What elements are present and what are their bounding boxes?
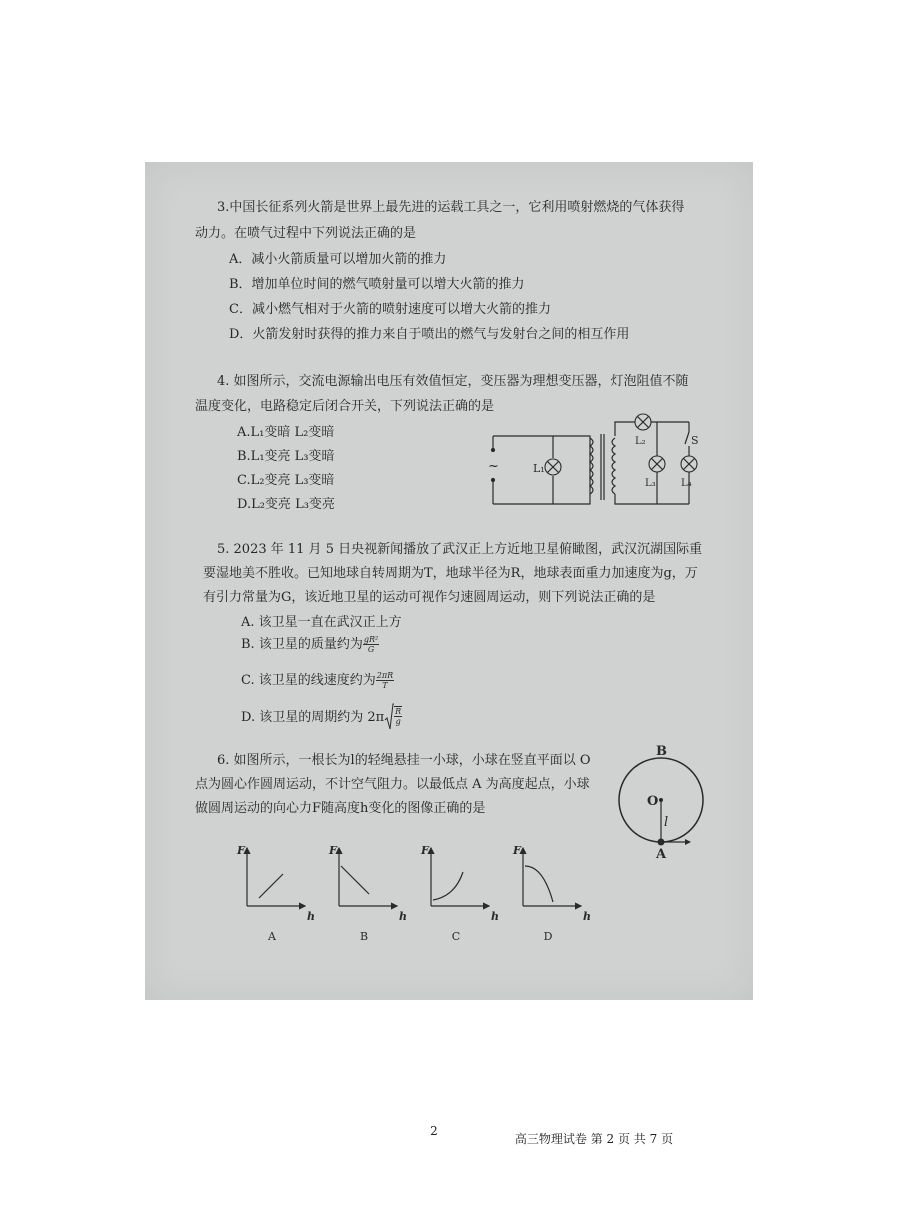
q5-option-a: A. 该卫星一直在武汉正上方 <box>241 615 402 630</box>
q4-option-b: B.L₁变亮 L₃变暗 <box>237 449 335 464</box>
graph-option-label: D <box>543 930 553 943</box>
q5-c-numerator: 2πR <box>376 670 394 680</box>
q5-option-c-fraction <box>376 671 394 690</box>
q3-option-a: A．减小火箭质量可以增加火箭的推力 <box>229 252 447 267</box>
q5-option-d-fraction <box>394 706 402 726</box>
label-switch-s: S <box>691 434 699 447</box>
graph-d <box>512 844 591 943</box>
x-axis-label: h <box>399 910 407 923</box>
graph-option-label: B <box>359 930 369 943</box>
graph-option-label: C <box>451 930 461 943</box>
label-l1: L₁ <box>533 462 545 475</box>
graph-option-label: A <box>268 930 276 943</box>
point-a-label: A <box>656 847 667 862</box>
q4-option-c: C.L₂变亮 L₃变暗 <box>237 473 335 488</box>
graph-curve <box>525 866 553 902</box>
q6-stem-line2: 点为圆心作圆周运动，不计空气阻力。以最低点 A 为高度起点，小球 <box>195 777 590 792</box>
sqrt-sign-icon <box>384 703 394 731</box>
graph-curve <box>259 874 283 898</box>
circular-motion-diagram <box>613 742 723 862</box>
q5-stem-line1: 5. 2023 年 11 月 5 日央视新闻播放了武汉正上方近地卫星俯瞰图，武汉沉湖国际重 <box>217 542 703 557</box>
q4-stem-line2: 温度变化，电路稳定后闭合开关，下列说法正确的是 <box>195 399 495 414</box>
transformer-circuit-diagram <box>485 420 699 512</box>
q5-d-sqrt <box>384 703 402 731</box>
q4-option-a: A.L₁变暗 L₂变暗 <box>237 425 335 440</box>
q6-stem-line3: 做圆周运动的向心力F随高度h变化的图像正确的是 <box>195 801 486 816</box>
q5-d-denominator: g <box>395 717 401 726</box>
q3-option-d: D．火箭发射时获得的推力来自于喷出的燃气与发射台之间的相互作用 <box>229 327 630 342</box>
q6-stem-line1: 6. 如图所示，一根长为l的轻绳悬挂一小球，小球在竖直平面以 O <box>217 753 591 768</box>
q5-stem-line3: 有引力常量为G，该近地卫星的运动可视作匀速圆周运动，则下列说法正确的是 <box>203 590 656 605</box>
page-number: 2 <box>430 1124 438 1138</box>
lamp-l2-icon <box>635 414 651 430</box>
graph-curve <box>341 866 369 894</box>
point-o-label: O <box>647 794 659 809</box>
rope-length-label: l <box>664 815 669 830</box>
q5-c-denominator: T <box>382 680 388 690</box>
q3-option-c: C．减小燃气相对于火箭的喷射速度可以增大火箭的推力 <box>229 302 551 317</box>
label-l3: L₃ <box>645 478 656 489</box>
q5-option-d <box>241 698 402 736</box>
photographed-exam-sheet <box>145 162 753 1146</box>
q5-b-denominator: G <box>367 644 375 654</box>
q5-option-b-text: B. 该卫星的质量约为 <box>241 636 363 652</box>
q5-d-numerator: R <box>395 707 402 716</box>
f-h-graphs <box>237 844 591 944</box>
q5-b-numerator: gR² <box>363 634 379 644</box>
y-axis-label: F <box>421 844 429 857</box>
exam-footer: 高三物理试卷 第 2 页 共 7 页 <box>514 1132 674 1146</box>
x-axis-label: h <box>491 910 499 923</box>
q5-option-c <box>241 662 394 698</box>
x-axis-label: h <box>583 910 591 923</box>
ac-source-symbol: ~ <box>488 459 499 474</box>
graph-a <box>236 844 315 943</box>
q5-option-d-text: D. 该卫星的周期约为 2π <box>241 709 385 725</box>
point-b-label: B <box>656 744 667 759</box>
graph-c <box>420 844 499 943</box>
label-l4: L₄ <box>681 478 692 489</box>
q5-option-b-fraction <box>363 635 379 654</box>
q5-option-c-text: C. 该卫星的线速度约为 <box>241 672 376 688</box>
graph-curve <box>433 872 463 900</box>
q3-option-b: B．增加单位时间的燃气喷射量可以增大火箭的推力 <box>229 277 525 292</box>
y-axis-label: F <box>329 844 337 857</box>
x-axis-label: h <box>307 910 315 923</box>
y-axis-label: F <box>237 844 245 857</box>
q3-stem-line2: 动力。在喷气过程中下列说法正确的是 <box>195 226 417 241</box>
q3-stem-line1: 3.中国长征系列火箭是世界上最先进的运载工具之一，它利用喷射燃烧的气体获得 <box>217 200 685 215</box>
q5-option-b <box>241 626 379 662</box>
q4-option-d: D.L₂变亮 L₃变亮 <box>237 497 335 512</box>
label-l2: L₂ <box>635 436 646 447</box>
q5-stem-line2: 要湿地美不胜收。已知地球自转周期为T，地球半径为R，地球表面重力加速度为g，万 <box>203 566 698 581</box>
lamp-l4-icon <box>681 456 697 472</box>
y-axis-label: F <box>513 844 521 857</box>
velocity-arrow-icon <box>685 839 691 845</box>
q4-stem-line1: 4. 如图所示，交流电源输出电压有效值恒定，变压器为理想变压器，灯泡阻值不随 <box>217 374 689 389</box>
lamp-l3-icon <box>649 456 665 472</box>
lamp-l1-icon <box>545 459 561 475</box>
graph-b <box>328 844 407 943</box>
